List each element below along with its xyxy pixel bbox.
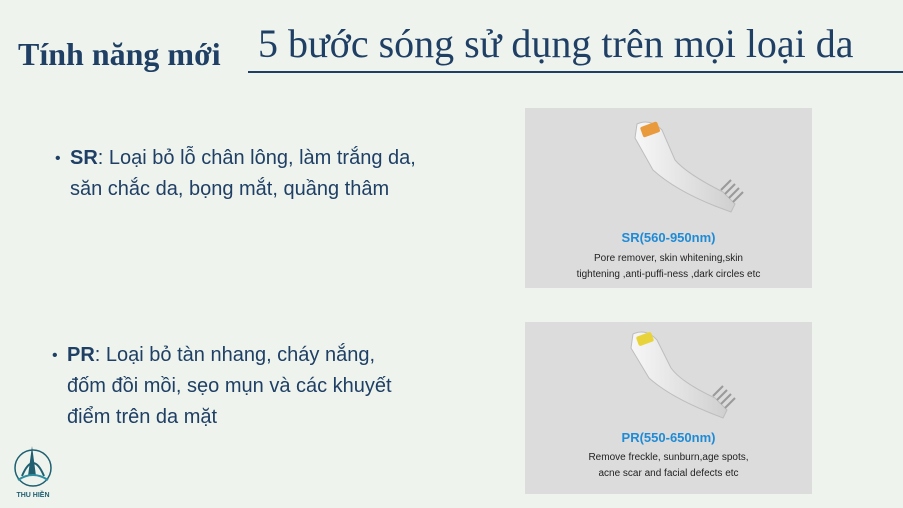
title-underline: [248, 71, 903, 73]
feature-line: điểm trên da mặt: [67, 406, 218, 428]
card-title: SR(560-950nm): [621, 230, 716, 245]
feature-pr: [52, 340, 392, 433]
bullet-dot: •: [52, 347, 58, 364]
feature-line: SR: Loại bỏ lỗ chân lông, làm trắng da,: [70, 147, 416, 169]
card-desc-line: acne scar and facial defects etc: [598, 468, 739, 479]
feature-line: săn chắc da, bọng mắt, quầng thâm: [70, 178, 390, 200]
card-desc: [525, 251, 812, 283]
pr-product-card: [525, 322, 812, 494]
handpiece-image: [525, 108, 812, 228]
bullet-dot: •: [55, 150, 61, 167]
feature-line: PR: Loại bỏ tàn nhang, cháy nắng,: [67, 344, 376, 366]
feature-text: Loại bỏ lỗ chân lông, làm trắng da,: [108, 147, 416, 169]
card-desc-line: tightening ,anti-puffi-ness ,dark circles etc: [576, 269, 761, 280]
logo-name: THU HIỀN: [16, 492, 50, 499]
card-desc-line: Pore remover, skin whitening,skin: [594, 253, 743, 264]
page-title: 5 bước sóng sử dụng trên mọi loại da: [258, 21, 854, 66]
card-title: PR(550-650nm): [621, 430, 716, 445]
brand-logo: [8, 440, 58, 506]
feature-line: đốm đồi mồi, sẹo mụn và các khuyết: [67, 375, 392, 397]
logo-mark-icon: [8, 440, 58, 490]
section-label: Tính năng mới: [18, 36, 221, 72]
feature-text: Loại bỏ tàn nhang, cháy nắng,: [105, 344, 376, 366]
sr-product-card: [525, 108, 812, 288]
feature-sr: [55, 143, 416, 205]
handpiece-image: [525, 322, 812, 427]
feature-term: SR: [70, 147, 98, 169]
feature-term: PR: [67, 344, 95, 366]
card-desc-line: Remove freckle, sunburn,age spots,: [588, 452, 749, 463]
card-desc: [525, 450, 812, 482]
